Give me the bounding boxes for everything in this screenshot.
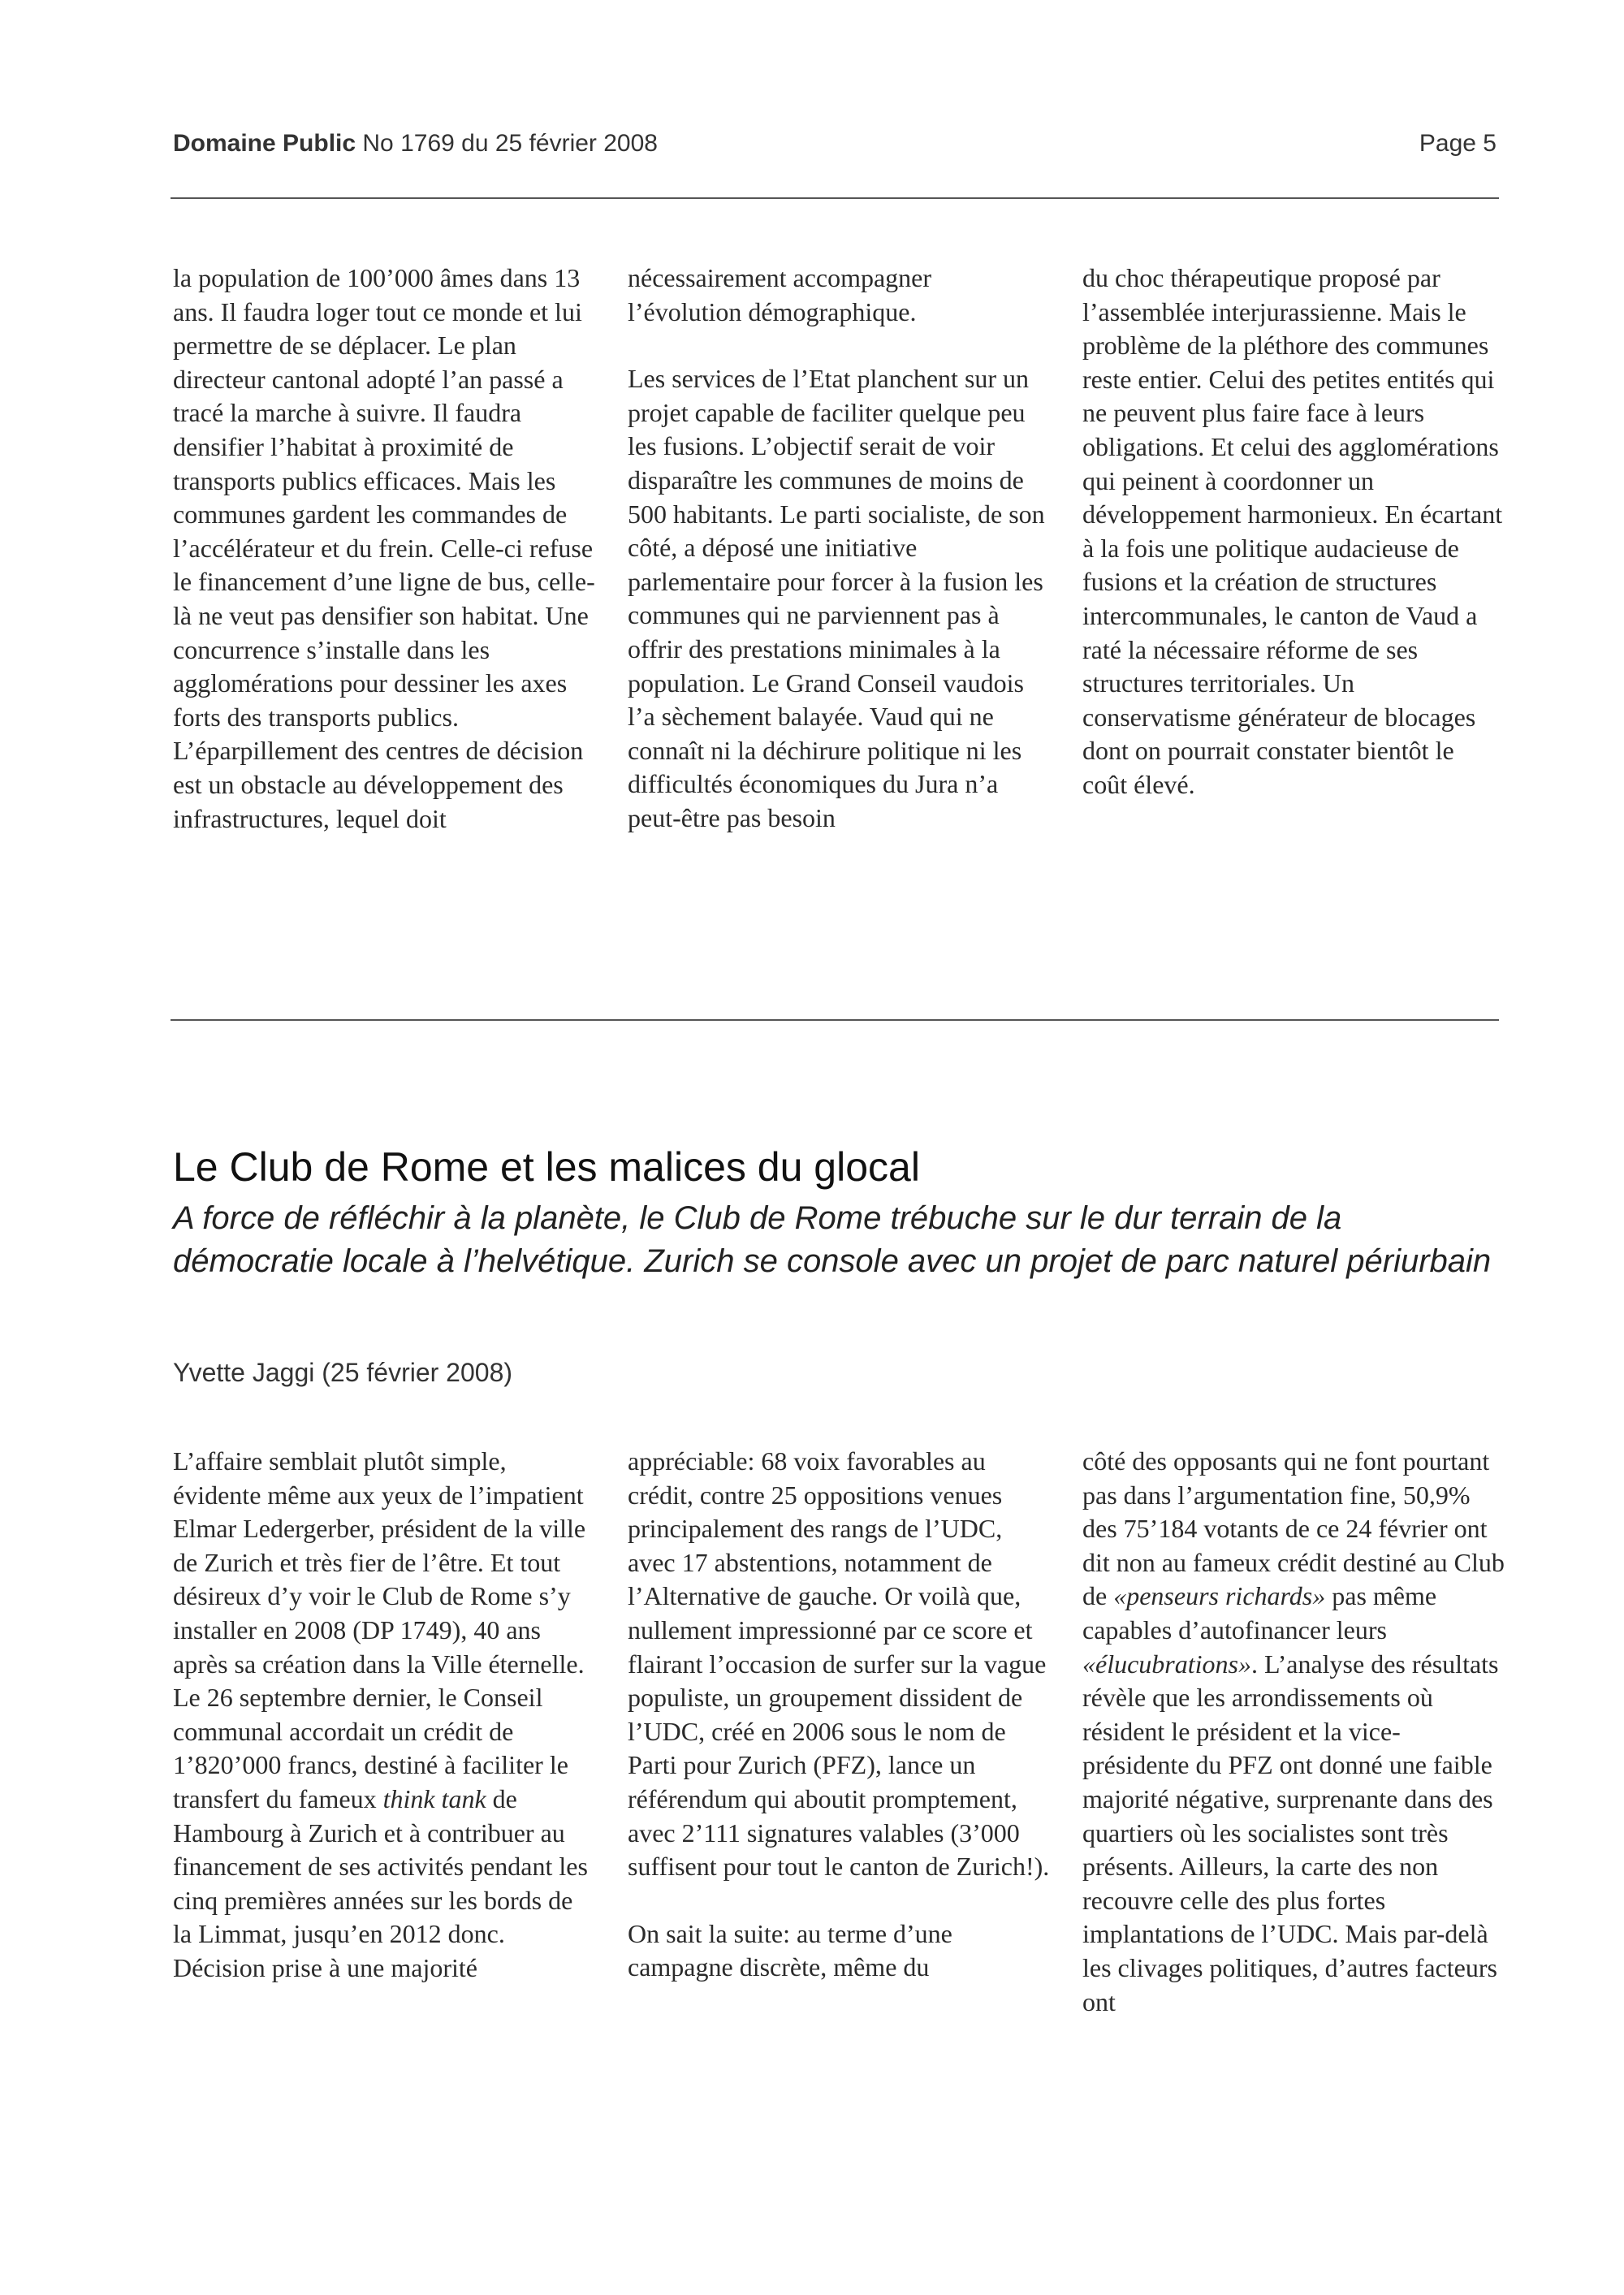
column-text: appréciable: 68 voix favorables au crédit, contre 25 oppositions venues principalement des rangs de l’UDC, avec 17 abstentions, notamment de l’Alternative de gauche. Or voilà que, nullement impressionné par ce score et flairant l’occasion de surfer sur la vague populiste, un groupement dissident de l’UDC, créé en 2006 sous le nom de Parti pour Zurich (PFZ), lance un référendum qui aboutit promptement, avec 2’111 signatures valables (3’000 suffisent pour tout le canton de Zurich!). <box>628 1446 1050 1882</box>
article-divider <box>171 1019 1499 1021</box>
italic-quote: «penseurs richards» <box>1113 1581 1326 1611</box>
column-paragraph <box>173 1445 595 1986</box>
article-title: Le Club de Rome et les malices du glocal <box>173 1144 920 1190</box>
issue-info: No 1769 du 25 février 2008 <box>362 130 658 157</box>
publication-line <box>173 130 658 158</box>
text-run: L’affaire semblait plutôt simple, évidente même aux yeux de l’impatient Elmar Ledergerber, président de la ville de Zurich et très fier de l’être. Et tout désireux d’y voir le Club de Rome s’y installer en 2008 (DP 1749), 40 ans après sa création dans la Ville éternelle. Le 26 septembre dernier, le Conseil communal accordait un crédit de 1’820’000 francs, destiné à faciliter le transfert du fameux <box>173 1446 586 1813</box>
text-run: pas même capables d’autofinancer leurs <box>1082 1581 1437 1645</box>
page-header <box>173 130 1497 171</box>
column-text: Les services de l’Etat planchent sur un projet capable de faciliter quelque peu les fusions. L’objectif serait de voir disparaître les communes de moins de 500 habitants. Le parti socialiste, de son côté, a déposé une initiative parlementaire pour forcer à la fusion les communes qui ne parviennent pas à offrir des prestations minimales à la population. Le Grand Conseil vaudois l’a sèchement balayée. Vaud qui ne connaît ni la déchirure politique ni les difficultés économiques du Jura n’a peut-être pas besoin <box>628 364 1045 832</box>
column-paragraph <box>1082 1445 1505 2019</box>
publication-name: Domaine Public <box>173 130 356 157</box>
header-divider <box>171 197 1499 199</box>
column-3 <box>1082 1445 1505 2019</box>
text-run: côté des opposants qui ne font pourtant pas dans l’argumentation fine, 50,9% des 75’184 votants de ce 24 février ont dit non au fameux crédit destiné au Club de <box>1082 1446 1505 1611</box>
italic-quote: «élucubrations» <box>1082 1649 1251 1679</box>
column-2 <box>628 261 1050 836</box>
article-columns <box>173 1445 1505 2019</box>
previous-article-columns <box>173 261 1505 836</box>
text-run: de Hambourg à Zurich et à contribuer au financement de ses activités pendant les cinq premières années sur les bords de la Limmat, jusqu’en 2012 donc. Décision prise à une majorité <box>173 1783 588 1982</box>
column-text: du choc thérapeutique proposé par l’assemblée interjurassienne. Mais le problème de la pléthore des communes reste entier. Celui des petites entités qui ne peuvent plus faire face à leurs obligations. Et celui des agglomérations qui peinent à coordonner un développement harmonieux. En écartant à la fois une politique audacieuse de fusions et la création de structures intercommunales, le canton de Vaud a raté la nécessaire réforme de ses structures territoriales. Un conservatisme générateur de blocages dont on pourrait constater bientôt le coût élevé. <box>1082 263 1503 799</box>
column-text: la population de 100’000 âmes dans 13 ans. Il faudra loger tout ce monde et lui permettre de se déplacer. Le plan directeur cantonal adopté l’an passé a tracé la marche à suivre. Il faudra densifier l’habitat à proximité de transports publics efficaces. Mais les communes gardent les commandes de l’accélérateur et du frein. Celle-ci refuse le financement d’une ligne de bus, celle-là ne veut pas densifier son habitat. Une concurrence s’installe dans les agglomérations pour dessiner les axes forts des transports publics. L’éparpillement des centres de décision est un obstacle au développement des infrastructures, lequel doit <box>173 263 595 833</box>
article-subtitle: A force de réfléchir à la planète, le Club de Rome trébuche sur le dur terrain de la démocratie locale à l’helvétique. Zurich se console avec un projet de parc naturel périurbain <box>173 1200 1492 1279</box>
column-1 <box>173 1445 595 2019</box>
column-text: nécessairement accompagner l’évolution démographique. <box>628 263 932 326</box>
article-byline: Yvette Jaggi (25 février 2008) <box>173 1358 513 1387</box>
text-run: . L’analyse des résultats révèle que les arrondissements où résident le président et la vice-présidente du PFZ ont donné une faible majorité négative, surprenante dans des quartiers où les socialistes sont très présents. Ailleurs, la carte des non recouvre celle des plus fortes implantations de l’UDC. Mais par-delà les clivages politiques, d’autres facteurs ont <box>1082 1649 1499 2016</box>
column-text: On sait la suite: au terme d’une campagne discrète, même du <box>628 1918 952 1982</box>
italic-term: think tank <box>382 1783 486 1813</box>
column-3 <box>1082 261 1505 836</box>
page-number: Page 5 <box>1419 130 1497 157</box>
column-2 <box>628 1445 1050 2019</box>
column-1 <box>173 261 595 836</box>
